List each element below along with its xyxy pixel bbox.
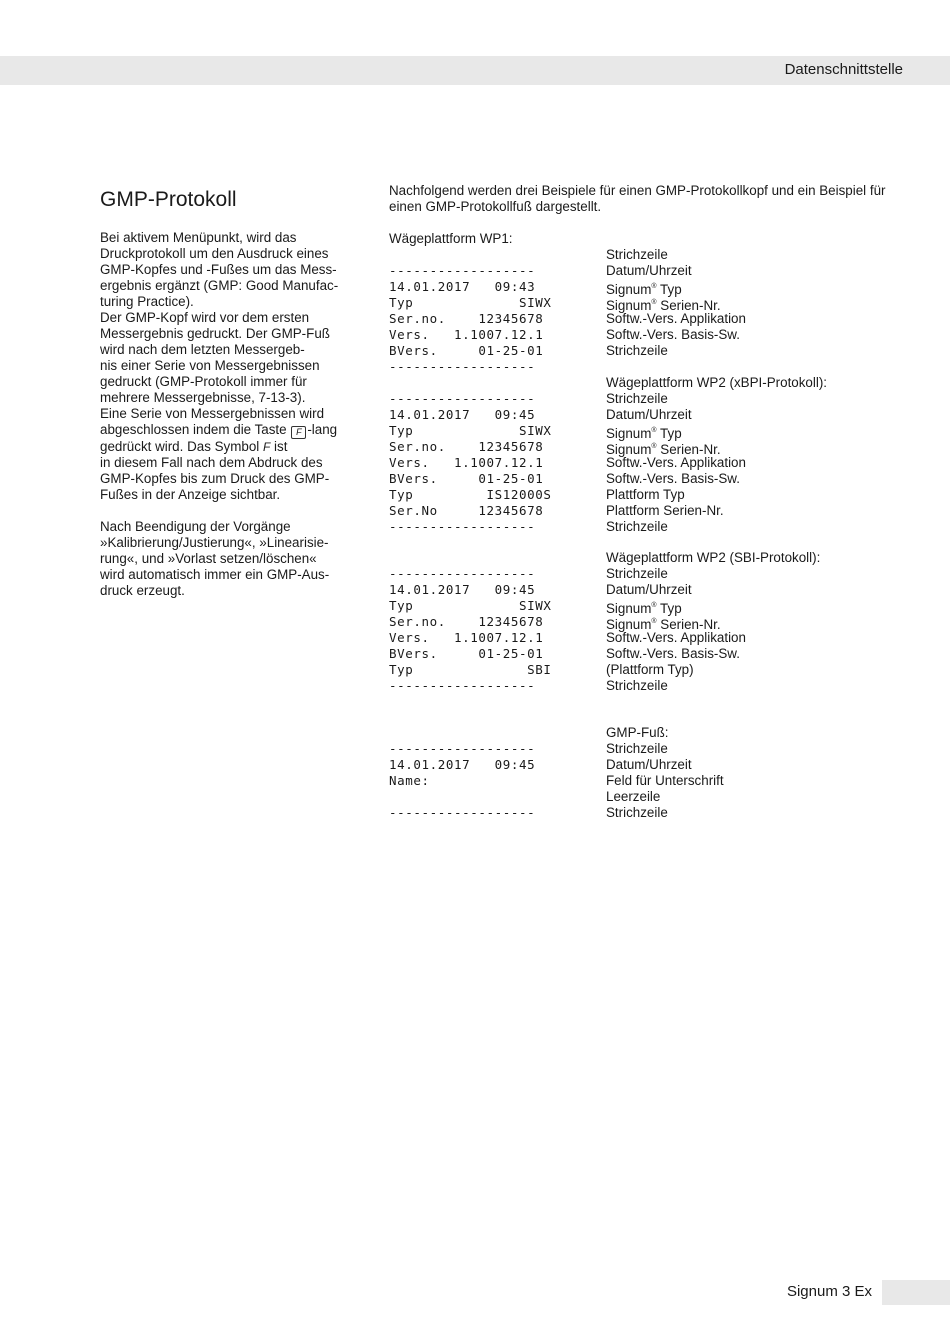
intro-line-1: Nachfolgend werden drei Beispiele für einen GMP-Protokollkopf und ein Beispiel für — [389, 183, 886, 198]
protocol-description: Signum® Serien-Nr. — [606, 617, 721, 632]
protocol-code: ------------------ — [389, 391, 536, 406]
symbol-line-suffix: ist — [270, 439, 288, 454]
protocol-description: Strichzeile — [606, 391, 668, 406]
protocol-row — [389, 439, 909, 455]
protocol-code: ------------------ — [389, 519, 536, 534]
protocol-description: Datum/Uhrzeit — [606, 757, 692, 772]
gmp-symbol-icon: F — [262, 440, 271, 454]
text-line: turing Practice). — [100, 294, 194, 309]
protocol-row — [389, 295, 909, 311]
protocol-description: Strichzeile — [606, 741, 668, 756]
wp2-sbi-heading: Wägeplattform WP2 (SBI-Protokoll): — [606, 550, 821, 565]
protocol-row — [389, 614, 909, 630]
symbol-line-text: gedrückt wird. Das Symbol — [100, 439, 263, 454]
protocol-description: (Plattform Typ) — [606, 662, 694, 677]
protocol-description: Strichzeile — [606, 519, 668, 534]
intro-text — [389, 183, 909, 215]
protocol-code: BVers. 01-25-01 — [389, 471, 544, 486]
text-line: druck erzeugt. — [100, 583, 185, 598]
protocol-description: Softw.-Vers. Basis-Sw. — [606, 646, 740, 661]
protocol-code: BVers. 01-25-01 — [389, 646, 544, 661]
header-bar — [0, 56, 950, 85]
protocol-row — [389, 279, 909, 295]
key-line-text: abgeschlossen indem die Taste — [100, 422, 291, 437]
protocol-code: Ser.no. 12345678 — [389, 614, 544, 629]
protocol-description: Strichzeile — [606, 678, 668, 693]
protocol-code: Ser.no. 12345678 — [389, 311, 544, 326]
header-title: Datenschnittstelle — [784, 61, 903, 78]
protocol-code: Vers. 1.1007.12.1 — [389, 455, 544, 470]
protocol-code: ------------------ — [389, 263, 536, 278]
protocol-description: Plattform Typ — [606, 487, 685, 502]
protocol-code: 14.01.2017 09:45 — [389, 407, 536, 422]
protocol-description: Signum® Typ — [606, 282, 682, 297]
protocol-row — [389, 311, 909, 327]
text-line: Bei aktivem Menüpunkt, wird das — [100, 230, 297, 245]
protocol-description: Softw.-Vers. Applikation — [606, 630, 746, 645]
protocol-row — [389, 773, 909, 789]
protocol-description: Strichzeile — [606, 343, 668, 358]
protocol-code: 14.01.2017 09:45 — [389, 582, 536, 597]
left-paragraph-1 — [100, 230, 340, 422]
protocol-row — [389, 327, 909, 343]
protocol-description: Datum/Uhrzeit — [606, 582, 692, 597]
protocol-code: Typ IS12000S — [389, 487, 552, 502]
protocol-row — [389, 741, 909, 757]
text-line: mehrere Messergebnisse, 7-13-3). — [100, 390, 306, 405]
protocol-row — [389, 391, 909, 407]
protocol-code: ------------------ — [389, 805, 536, 820]
protocol-row — [389, 503, 909, 519]
text-line: Fußes in der Anzeige sichtbar. — [100, 487, 281, 502]
protocol-description: Leerzeile — [606, 789, 661, 804]
left-column — [100, 186, 340, 599]
protocol-description: Softw.-Vers. Applikation — [606, 455, 746, 470]
text-line: Der GMP-Kopf wird vor dem ersten — [100, 310, 310, 325]
protocol-description: Strichzeile — [606, 247, 668, 262]
wp2-sbi-block — [389, 550, 909, 694]
text-line: GMP-Kopfes und -Fußes um das Mess- — [100, 262, 337, 277]
key-line-suffix: -lang — [307, 422, 338, 437]
protocol-code: BVers. 01-25-01 — [389, 343, 544, 358]
text-line: Druckprotokoll um den Ausdruck eines — [100, 246, 329, 261]
text-line: in diesem Fall nach dem Abdruck des — [100, 455, 323, 470]
protocol-code: Ser.No 12345678 — [389, 503, 544, 518]
protocol-row — [389, 789, 909, 805]
protocol-row — [389, 598, 909, 614]
gmp-foot-heading: GMP-Fuß: — [606, 725, 669, 740]
print-key-icon: F — [291, 426, 306, 439]
protocol-description: Strichzeile — [606, 566, 668, 581]
protocol-row — [389, 407, 909, 423]
protocol-code: ------------------ — [389, 678, 536, 693]
text-line: »Kalibrierung/Justierung«, »Linearisie- — [100, 535, 329, 550]
footer-page-box — [882, 1280, 950, 1305]
protocol-row — [389, 566, 909, 582]
symbol-line — [100, 439, 340, 455]
text-line: nis einer Serie von Messergebnissen — [100, 358, 320, 373]
protocol-description: Signum® Typ — [606, 601, 682, 616]
protocol-row — [389, 630, 909, 646]
protocol-description: Signum® Typ — [606, 426, 682, 441]
wp1-heading: Wägeplattform WP1: — [389, 231, 513, 246]
protocol-row — [389, 471, 909, 487]
protocol-description: Feld für Unterschrift — [606, 773, 724, 788]
protocol-row — [389, 263, 909, 279]
protocol-code: ------------------ — [389, 741, 536, 756]
protocol-code: Name: — [389, 773, 430, 788]
protocol-row — [389, 662, 909, 678]
protocol-row — [389, 247, 909, 263]
protocol-row — [389, 423, 909, 439]
protocol-description: Softw.-Vers. Basis-Sw. — [606, 471, 740, 486]
protocol-description: Plattform Serien-Nr. — [606, 503, 724, 518]
wp1-block — [389, 231, 909, 375]
protocol-description: Datum/Uhrzeit — [606, 407, 692, 422]
protocol-code: Typ SIWX — [389, 598, 552, 613]
key-line — [100, 422, 340, 439]
text-line: Messergebnis gedruckt. Der GMP-Fuß — [100, 326, 330, 341]
protocol-code: 14.01.2017 09:45 — [389, 757, 536, 772]
intro-line-2: einen GMP-Protokollfuß dargestellt. — [389, 199, 602, 214]
footer-label: Signum 3 Ex — [786, 1283, 872, 1300]
protocol-row — [389, 582, 909, 598]
protocol-row — [389, 757, 909, 773]
protocol-code: ------------------ — [389, 566, 536, 581]
text-line: Nach Beendigung der Vorgänge — [100, 519, 291, 534]
protocol-code: Ser.no. 12345678 — [389, 439, 544, 454]
protocol-row — [389, 343, 909, 359]
protocol-description: Signum® Serien-Nr. — [606, 298, 721, 313]
protocol-row — [389, 487, 909, 503]
protocol-code: Vers. 1.1007.12.1 — [389, 327, 544, 342]
text-line: rung«, und »Vorlast setzen/löschen« — [100, 551, 317, 566]
protocol-row — [389, 519, 909, 535]
text-line: wird automatisch immer ein GMP-Aus- — [100, 567, 330, 582]
text-line: GMP-Kopfes bis zum Druck des GMP- — [100, 471, 330, 486]
protocol-row — [389, 646, 909, 662]
wp2-xbpi-block — [389, 375, 909, 535]
protocol-description: Softw.-Vers. Basis-Sw. — [606, 327, 740, 342]
text-line: Eine Serie von Messergebnissen wird — [100, 406, 325, 421]
wp2-xbpi-heading: Wägeplattform WP2 (xBPI-Protokoll): — [606, 375, 828, 390]
protocol-description: Strichzeile — [606, 805, 668, 820]
protocol-code: ------------------ — [389, 359, 536, 374]
text-line: ergebnis ergänzt (GMP: Good Manufac- — [100, 278, 339, 293]
protocol-row — [389, 678, 909, 694]
protocol-row — [389, 359, 909, 375]
left-paragraph-2 — [100, 455, 340, 503]
protocol-description: Signum® Serien-Nr. — [606, 442, 721, 457]
protocol-code: Typ SBI — [389, 662, 552, 677]
gmp-foot-block — [389, 725, 909, 821]
protocol-description: Datum/Uhrzeit — [606, 263, 692, 278]
protocol-description: Softw.-Vers. Applikation — [606, 311, 746, 326]
protocol-row — [389, 455, 909, 471]
protocol-code: Typ SIWX — [389, 423, 552, 438]
text-line: gedruckt (GMP-Protokoll immer für — [100, 374, 307, 389]
protocol-row — [389, 805, 909, 821]
section-title: GMP-Protokoll — [100, 188, 237, 211]
protocol-code: Vers. 1.1007.12.1 — [389, 630, 544, 645]
text-line: wird nach dem letzten Messergeb- — [100, 342, 305, 357]
protocol-code: 14.01.2017 09:43 — [389, 279, 536, 294]
protocol-code: Typ SIWX — [389, 295, 552, 310]
left-paragraph-3 — [100, 519, 340, 599]
